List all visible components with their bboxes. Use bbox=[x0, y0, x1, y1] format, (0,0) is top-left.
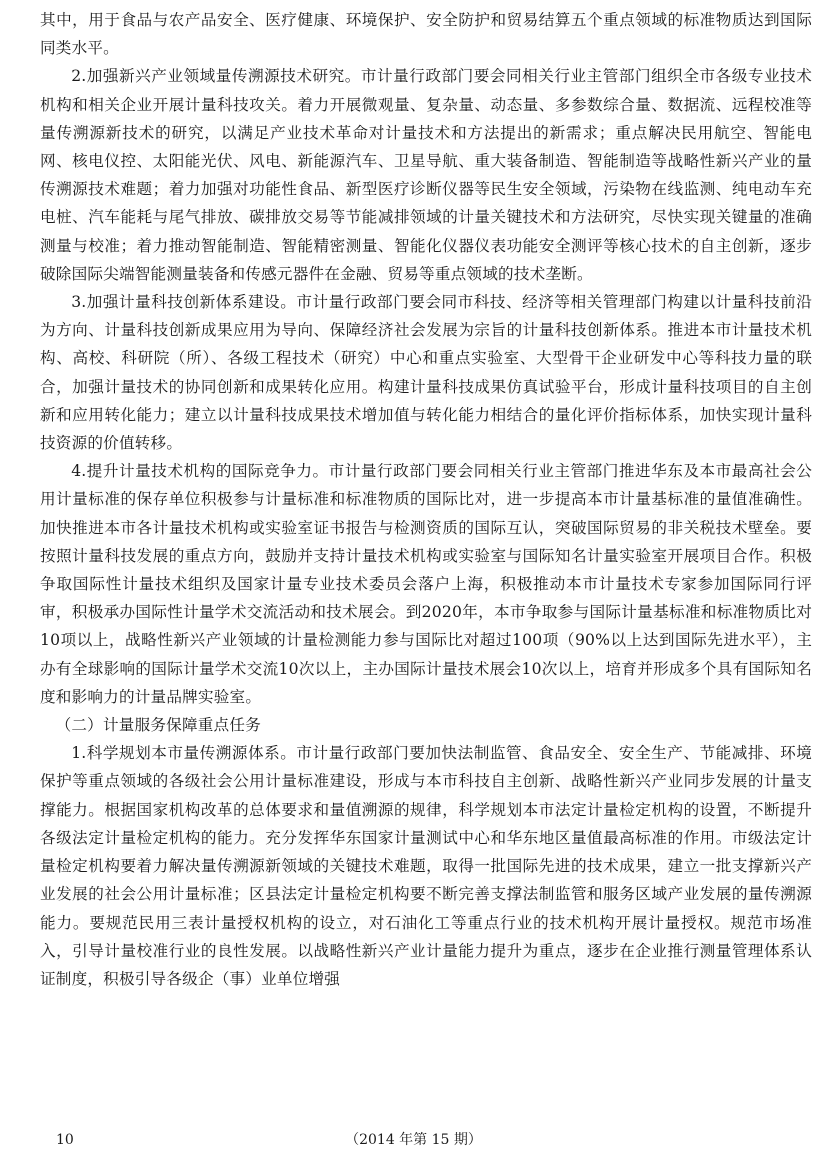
paragraph-item-1-section-2: 1.科学规划本市量传溯源体系。市计量行政部门要加快法制监管、食品安全、安全生产、节能减排、环境保护等重点领域的各级社会公用计量标准建设，形成与本市科技自主创新、战略性新兴产业同步发展的计量支撑能力。根据国家机构改革的总体要求和量值溯源的规律，科学规划本市法定计量检定机构的设置，不断提升各级法定计量检定机构的能力。充分发挥华东国家计量测试中心和华东地区量值最高标准的作用。市级法定计量检定机构要着力解决量传溯源新领域的关键技术难题，取得一批国际先进的技术成果，建立一批支撑新兴产业发展的社会公用计量标准；区县法定计量检定机构要不断完善支撑法制监管和服务区域产业发展的量传溯源能力。要规范民用三表计量授权机构的设立，对石油化工等重点行业的技术机构开展计量授权。规范市场准入，引导计量校准行业的良性发展。以战略性新兴产业计量能力提升为重点，逐步在企业推行测量管理体系认证制度，积极引导各级企（事）业单位增强 bbox=[40, 744, 812, 988]
issue-label: （2014 年第 15 期） bbox=[345, 1132, 482, 1148]
document-page bbox=[40, 6, 812, 993]
page-number: 10 bbox=[56, 1132, 74, 1148]
section-heading: （二）计量服务保障重点任务 bbox=[55, 716, 261, 735]
paragraph-item-4: 4.提升计量技术机构的国际竞争力。市计量行政部门要会同相关行业主管部门推进华东及本市最高社会公用计量标准的保存单位积极参与计量标准和标准物质的国际比对，进一步提高本市计量基标准的量值准确性。加快推进本市各计量技术机构或实验室证书报告与检测资质的国际互认，突破国际贸易的非关税技术壁垒。要按照计量科技发展的重点方向，鼓励并支持计量技术机构或实验室与国际知名计量实验室开展项目合作。积极争取国际性计量技术组织及国家计量专业技术委员会落户上海，积极推动本市计量技术专家参加国际同行评审，积极承办国际性计量学术交流活动和技术展会。到2020年，本市争取参与国际计量基标准和标准物质比对10项以上，战略性新兴产业领域的计量检测能力参与国际比对超过100项（90%以上达到国际先进水平），主办有全球影响的国际计量学术交流10次以上，主办国际计量技术展会10次以上，培育并形成多个具有国际知名度和影响力的计量品牌实验室。 bbox=[40, 462, 812, 706]
paragraph-item-2: 2.加强新兴产业领域量传溯源技术研究。市计量行政部门要会同相关行业主管部门组织全市各级专业技术机构和相关企业开展计量科技攻关。着力开展微观量、复杂量、动态量、多参数综合量、数据流、远程校准等量传溯源新技术的研究，以满足产业技术革命对计量技术和方法提出的新需求；重点解决民用航空、智能电网、核电仪控、太阳能光伏、风电、新能源汽车、卫星导航、重大装备制造、智能制造等战略性新兴产业的量传溯源技术难题；着力加强对功能性食品、新型医疗诊断仪器等民生安全领域，污染物在线监测、纯电动车充电桩、汽车能耗与尾气排放、碳排放交易等节能减排领域的计量关键技术和方法研究，尽快实现关键量的准确测量与校准；着力推动智能制造、智能精密测量、智能化仪器仪表功能安全测评等核心技术的自主创新，逐步破除国际尖端智能测量装备和传感元器件在金融、贸易等重点领域的技术垄断。 bbox=[40, 67, 812, 283]
page-footer bbox=[0, 1128, 827, 1152]
paragraph-item-3: 3.加强计量科技创新体系建设。市计量行政部门要会同市科技、经济等相关管理部门构建以计量科技前沿为方向、计量科技创新成果应用为导向、保障经济社会发展为宗旨的计量科技创新体系。推进本市计量技术机构、高校、科研院（所）、各级工程技术（研究）中心和重点实验室、大型骨干企业研发中心等科技力量的联合，加强计量技术的协同创新和成果转化应用。构建计量科技成果仿真试验平台，形成计量科技项目的自主创新和应用转化能力；建立以计量科技成果技术增加值与转化能力相结合的量化评价指标体系，加快实现计量科技资源的价值转移。 bbox=[40, 293, 812, 453]
paragraph-continuation: 其中，用于食品与农产品安全、医疗健康、环境保护、安全防护和贸易结算五个重点领域的标准物质达到国际同类水平。 bbox=[40, 11, 812, 58]
